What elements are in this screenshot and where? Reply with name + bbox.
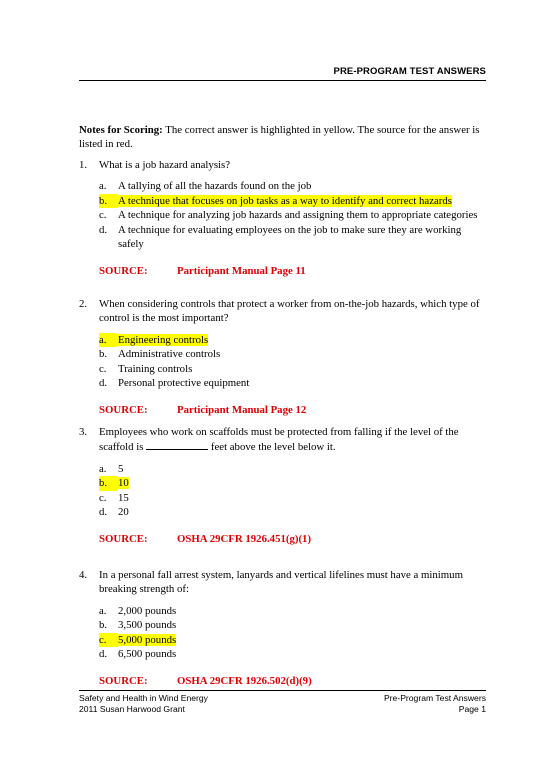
answer-option-d: d. Personal protective equipment [99,377,250,390]
question-number: 4. [79,569,88,581]
footer-grant: 2011 Susan Harwood Grant [79,704,185,714]
footer-course-title: Safety and Health in Wind Energy [79,693,208,703]
answer-source: SOURCE: Participant Manual Page 11 [99,265,306,278]
answer-option-b: b. 3,500 pounds [99,619,177,632]
answer-options [79,179,489,251]
answer-options [79,333,489,391]
footer-page-number: Page 1 [458,704,486,714]
footer-document-title: Pre-Program Test Answers [383,693,486,703]
answer-option-a-correct: a. Engineering controls [99,333,209,346]
question-text: In a personal fall arrest system, lanyards and vertical lifelines must have a minimum breaking strength of: [99,569,463,596]
question-3 [79,425,489,547]
footer-row-1 [79,693,486,704]
question-number: 3. [79,426,88,438]
question-2 [79,297,489,418]
scoring-notes-label: Notes for Scoring: [79,124,163,136]
scoring-notes-text: The correct answer is highlighted in yellow. The source for the answer is listed in red. [79,124,480,151]
question-text: Employees who work on scaffolds must be protected from falling if the level of the scaffold is feet above the level below it. [99,426,459,454]
footer-row-2 [79,704,486,715]
answer-source: SOURCE: OSHA 29CFR 1926.451(g)(1) [99,533,312,546]
answer-option-d: d. 20 [99,506,129,519]
header-rule [79,80,486,81]
answer-option-b-correct: b. A technique that focuses on job tasks as a way to identify and correct hazards [99,194,452,207]
answer-option-a: a. A tallying of all the hazards found on the job [99,180,312,193]
answer-option-c-correct: c. 5,000 pounds [99,633,177,646]
answer-option-c: c. 15 [99,491,129,504]
page-header-title: PRE-PROGRAM TEST ANSWERS [333,66,486,77]
answer-option-d: d. 6,500 pounds [99,648,177,661]
answer-source: SOURCE: Participant Manual Page 12 [99,404,307,417]
answer-option-c: c. Training controls [99,362,193,375]
fill-in-blank [146,439,208,450]
answer-option-a: a. 2,000 pounds [99,604,177,617]
answer-option-c: c. A technique for analyzing job hazards and assigning them to appropriate categories [99,209,478,222]
question-text: What is a job hazard analysis? [99,159,231,171]
answer-source: SOURCE: OSHA 29CFR 1926.502(d)(9) [99,675,312,688]
answer-option-d: d. A technique for evaluating employees on the job to make sure they are working safely [99,223,462,251]
question-number: 1. [79,159,88,171]
answer-option-a: a. 5 [99,462,124,475]
question-text: When considering controls that protect a worker from on-the-job hazards, which type of control is the most important? [99,298,480,325]
scoring-notes [79,123,489,152]
question-4 [79,568,489,689]
answer-options [79,462,489,520]
answer-option-b: b. Administrative controls [99,348,221,361]
footer-rule [79,690,486,691]
answer-option-b-correct: b. 10 [99,477,129,490]
question-1 [79,158,489,279]
answer-options [79,604,489,662]
question-number: 2. [79,298,88,310]
